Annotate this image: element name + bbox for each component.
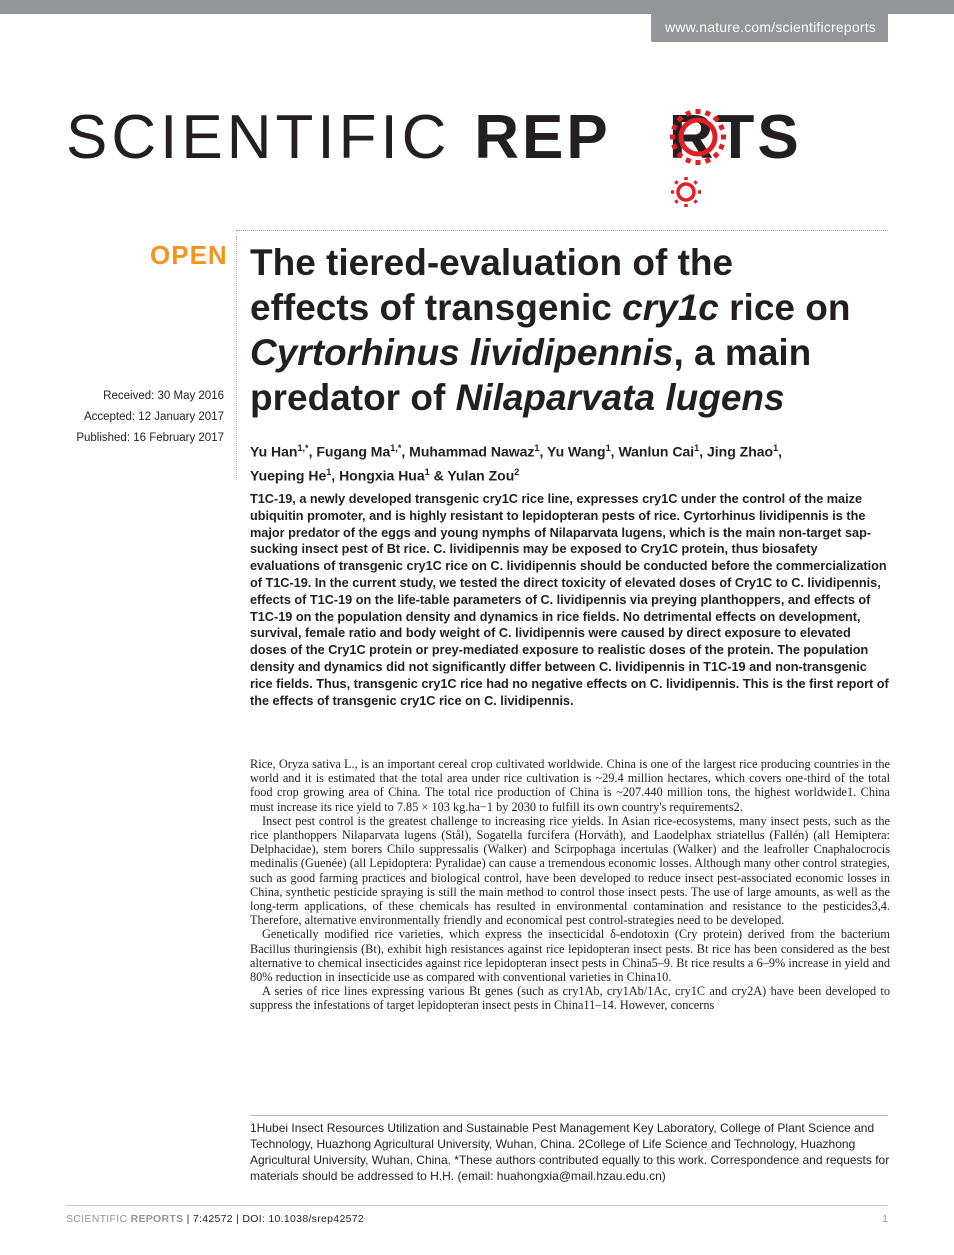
author-list bbox=[250, 438, 890, 485]
footer-divider bbox=[66, 1205, 888, 1206]
article-title bbox=[250, 240, 890, 420]
article-dates bbox=[76, 386, 224, 449]
journal-name-part2a: REP bbox=[474, 103, 611, 172]
author-affil-sup: 1 bbox=[694, 443, 700, 453]
top-bar bbox=[0, 0, 954, 14]
author-affil-sup: 1 bbox=[605, 443, 611, 453]
title-line2a: effects of transgenic bbox=[250, 287, 623, 328]
author-affil-sup: 1 bbox=[424, 466, 430, 477]
author[interactable]: , Wanlun Cai bbox=[610, 443, 695, 460]
title-line3b: , a main bbox=[673, 332, 812, 373]
author-affil-sup: 2 bbox=[514, 466, 520, 477]
title-divider bbox=[236, 230, 888, 231]
affiliations: 1Hubei Insect Resources Utilization and Sustainable Pest Management Key Laboratory, College of Plant Science and Technology, Huazhong Agricultural University, Wuhan, China. 2College of Life Science and Technology, Huazhong Agricultural University, Wuhan, China. *These authors contributed equally to this work. Correspondence and requests for materials should be addressed to H.H. (email: huahongxia@mail.hzau.edu.cn) bbox=[250, 1121, 890, 1183]
received-date: Received: 30 May 2016 bbox=[103, 390, 224, 402]
title-line2b: cry1c bbox=[622, 287, 719, 328]
author[interactable]: , Yu Wang bbox=[539, 443, 606, 460]
footnote-divider bbox=[250, 1115, 888, 1116]
abstract: T1C-19, a newly developed transgenic cry1C rice line, expresses cry1C under the control of the maize ubiquitin promoter, and is highly resistant to lepidopteran pests of rice. Cyrtorhinus lividipennis is the major predator of the eggs and young nymphs of Nilaparvata lugens, which is the main non-target sap-sucking insect pest of Bt rice. C. lividipennis may be exposed to Cry1C protein, thus biosafety evaluations of transgenic cry1C rice on C. lividipennis should be conducted before the commercialization of T1C-19. In the current study, we tested the direct toxicity of elevated doses of Cry1C to C. lividipennis, effects of T1C-19 on the life-table parameters of C. lividipennis via preying planthoppers, and effects of T1C-19 on the population density and dynamics in rice fields. No detrimental effects on development, survival, female ratio and body weight of C. lividipennis were caused by direct exposure to elevated doses of the Cry1C protein or prey-mediated exposure to realistic doses of the protein. The population density and dynamics did not significantly differ between C. lividipennis in T1C-19 and non-transgenic rice fields. Thus, transgenic cry1C rice had no negative effects on C. lividipennis. This is the first report of the effects of transgenic cry1C rice on C. lividipennis. bbox=[250, 492, 889, 708]
author[interactable]: , Muhammad Nawaz bbox=[401, 443, 535, 460]
title-line3a: Cyrtorhinus lividipennis bbox=[250, 332, 674, 373]
title-line4b: Nilaparvata lugens bbox=[455, 377, 785, 418]
accepted-date: Accepted: 12 January 2017 bbox=[83, 411, 224, 423]
title-line4a: predator of bbox=[250, 377, 456, 418]
title-line2c: rice on bbox=[718, 287, 851, 328]
page-number: 1 bbox=[882, 1213, 888, 1225]
author-sep: , bbox=[778, 443, 783, 460]
article-body bbox=[250, 757, 890, 1013]
author-affil-sup: 1,* bbox=[390, 443, 402, 453]
author-affil-sup: 1 bbox=[773, 443, 779, 453]
body-paragraph: Insect pest control is the greatest challenge to increasing rice yields. In Asian rice-ecosystems, many insect pests, such as the rice planthoppers Nilaparvata lugens (Stål), Sogatella furcifera (Horváth), and Laodelphax striatellus (Fallén) (all Hemiptera: Delphacidae), stem borers Chilo suppressalis (Walker) and Scirpophaga incertulas (Walker) and the leafroller Cnaphalocrocis medinalis (Guenée) (all Lepidoptera: Pyralidae) can cause a tremendous economic losses. Although many other control strategies, such as good farming practices and biological control, have been developed to reduce insect pest-associated economic losses in China, synthetic pesticide spraying is still the main method to control those insect pests. The use of large amounts, as well as the long-term applications, of these chemicals has resulted in environmental contamination and resistance to the pesticides3,4. Therefore, alternative environmentally friendly and economical pest control-strategies need to be developed. bbox=[250, 813, 890, 928]
gear-logo-icon bbox=[668, 106, 728, 218]
open-access-label: OPEN bbox=[150, 240, 228, 270]
author-affil-sup: 1 bbox=[534, 443, 540, 453]
body-paragraph: A series of rice lines expressing various Bt genes (such as cry1Ab, cry1Ab/1Ac, cry1C and cry2A) have been developed to suppress the infestations of target lepidopteran insect pests in China11–14. However, concerns bbox=[250, 984, 890, 1013]
body-paragraph: Genetically modified rice varieties, which express the insecticidal δ-endotoxin (Cry protein) derived from the bacterium Bacillus thuringiensis (Bt), exhibit high resistances against rice lepidopteran insect pests. Bt rice has been considered as the best alternative to chemical insecticides against rice lepidopteran insect pests in China5–9. Bt rice results a 6–9% increase in yield and 80% reduction in insecticide use as compared with conventional varieties in China10. bbox=[250, 927, 890, 985]
page-footer bbox=[66, 1213, 364, 1225]
margin-divider bbox=[236, 236, 237, 480]
author-affil-sup: 1 bbox=[326, 466, 332, 477]
footer-journal-a: SCIENTIFIC bbox=[66, 1213, 128, 1225]
author-affil-sup: 1,* bbox=[297, 443, 309, 453]
author[interactable]: , Fugang Ma bbox=[308, 443, 391, 460]
author[interactable]: Yu Han bbox=[250, 443, 298, 460]
journal-name-part1: SCIENTIFIC bbox=[66, 103, 451, 172]
title-line1: The tiered-evaluation of the bbox=[250, 242, 734, 283]
journal-name-part2b: RTS bbox=[668, 103, 802, 172]
body-paragraph: Rice, Oryza sativa L., is an important cereal crop cultivated worldwide. China is one of the largest rice producing countries in the world and it is estimated that the total area under rice cultivation is ~29.4 million hectares, which covers one-third of the total food crop growing area of China. The total rice production of China is ~207.440 million tons, the highest worldwide1. China must increase its rice yield to 7.85 × 103 kg.ha−1 by 2030 to fulfill its own country's requirements2. bbox=[250, 757, 890, 814]
footer-citation[interactable]: | 7:42572 | DOI: 10.1038/srep42572 bbox=[183, 1213, 364, 1225]
author[interactable]: , Jing Zhao bbox=[699, 443, 774, 460]
author[interactable]: & Yulan Zou bbox=[429, 467, 515, 484]
author[interactable]: Yueping He bbox=[250, 467, 327, 484]
published-date: Published: 16 February 2017 bbox=[76, 432, 224, 444]
footer-journal-b: REPORTS bbox=[130, 1213, 184, 1225]
author[interactable]: , Hongxia Hua bbox=[331, 467, 425, 484]
journal-url[interactable]: www.nature.com/scientificreports bbox=[651, 14, 888, 42]
